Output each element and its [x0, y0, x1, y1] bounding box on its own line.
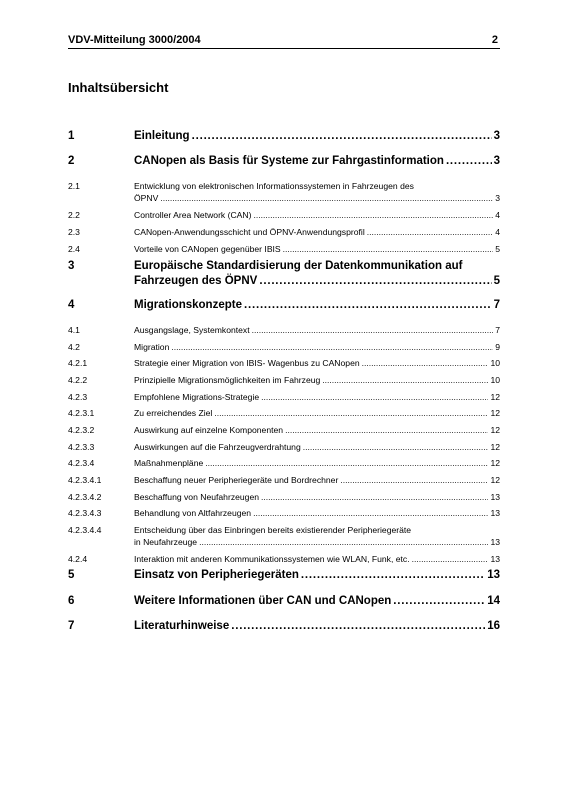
- toc-entry-title: Strategie einer Migration von IBIS- Wagenbus zu CANopen: [134, 358, 360, 368]
- toc-entry-page: 12: [490, 442, 500, 452]
- toc-entry-number: 1: [68, 130, 75, 142]
- toc-entry-number: 4.2.3.4.2: [68, 492, 102, 502]
- toc-entry-title: Beschaffung von Neufahrzeugen: [134, 492, 260, 502]
- dot-leader: [259, 274, 491, 289]
- dot-leader: [253, 507, 488, 519]
- toc-entry-number: 4.2.3.2: [68, 425, 95, 435]
- toc-entry-page: 12: [490, 408, 500, 418]
- page-header: [68, 34, 500, 49]
- toc-entry-number: 4.2.3.4.1: [68, 475, 102, 485]
- toc-entry-page: 14: [487, 595, 500, 607]
- toc-entry-title: Literaturhinweise: [134, 620, 230, 632]
- toc-entry-number: 4: [68, 299, 75, 311]
- toc-entry-page: 16: [487, 620, 500, 632]
- toc-entry-number: 7: [68, 620, 75, 632]
- toc-entry-number: 2.4: [68, 244, 80, 254]
- toc-entry-page: 3: [495, 193, 500, 203]
- dot-leader: [301, 568, 485, 583]
- toc-entry-title: Controller Area Network (CAN): [134, 210, 252, 220]
- toc-entry-number: 4.2.4: [68, 554, 88, 564]
- toc-entry-title: Entscheidung über das Einbringen bereits existierender Peripheriegeräte: [134, 525, 412, 535]
- dot-leader: [171, 341, 493, 353]
- dot-leader: [160, 192, 493, 204]
- toc-entry-number: 4.2.3.4: [68, 458, 95, 468]
- dot-leader: [244, 298, 492, 313]
- toc-entry-title: Ausgangslage, Systemkontext: [134, 325, 250, 335]
- toc-entry-title-continued: in Neufahrzeuge: [134, 537, 198, 547]
- toc-entry-title: Maßnahmenpläne: [134, 458, 204, 468]
- toc-entry-number: 4.2.3.4.3: [68, 508, 102, 518]
- toc-entry-page: 3: [493, 130, 500, 142]
- toc-entry-title: Einsatz von Peripheriegeräten: [134, 569, 299, 581]
- dot-leader: [199, 536, 488, 548]
- toc-entry-title-continued: ÖPNV: [134, 193, 159, 203]
- dot-leader: [303, 441, 489, 453]
- toc-entry-title: CANopen-Anwendungsschicht und ÖPNV-Anwendungsprofil: [134, 227, 365, 237]
- toc-entry-number: 4.2: [68, 342, 80, 352]
- toc-entry-page: 13: [490, 492, 500, 502]
- document-title: VDV-Mitteilung 3000/2004: [68, 34, 201, 46]
- toc-entry-page: 9: [495, 342, 500, 352]
- toc-entry-title: Zu erreichendes Ziel: [134, 408, 213, 418]
- toc-entry-title: Entwicklung von elektronischen Informationssystemen in Fahrzeugen des: [134, 181, 414, 191]
- toc-entry-page: 5: [493, 275, 500, 287]
- dot-leader: [322, 374, 488, 386]
- toc-entry-page: 4: [495, 210, 500, 220]
- toc-entry-title: Vorteile von CANopen gegenüber IBIS: [134, 244, 281, 254]
- toc-entry-title: Weitere Informationen über CAN und CANopen: [134, 595, 392, 607]
- dot-leader: [231, 619, 485, 634]
- toc-entry-title: Beschaffung neuer Peripheriegeräte und Bordrechner: [134, 475, 339, 485]
- toc-entry-number: 4.2.3.1: [68, 408, 95, 418]
- toc-entry-number: 4.2.3.4.4: [68, 525, 102, 535]
- toc-entry-title: Empfohlene Migrations-Strategie: [134, 392, 260, 402]
- toc-entry-page: 13: [490, 537, 500, 547]
- page-number: 2: [491, 34, 498, 46]
- toc-entry-title: Migrationskonzepte: [134, 299, 242, 311]
- dot-leader: [252, 324, 494, 336]
- toc-entry-page: 7: [495, 325, 500, 335]
- toc-entry-page: 12: [490, 458, 500, 468]
- toc-entry-page: 13: [490, 508, 500, 518]
- toc-entry-page: 4: [495, 227, 500, 237]
- toc-entry-title: Prinzipielle Migrationsmöglichkeiten im Fahrzeug: [134, 375, 321, 385]
- dot-leader: [285, 424, 488, 436]
- toc-entry-number: 4.1: [68, 325, 80, 335]
- toc-entry-title: Europäische Standardisierung der Datenkommunikation auf: [134, 260, 463, 272]
- toc-entry-title: Einleitung: [134, 130, 190, 142]
- toc-entry-number: 4.2.3.3: [68, 442, 95, 452]
- dot-leader: [367, 226, 493, 238]
- toc-entry-page: 3: [493, 155, 500, 167]
- toc-entry-page: 7: [493, 299, 500, 311]
- dot-leader: [362, 357, 489, 369]
- dot-leader: [340, 474, 488, 486]
- toc-entry-title-continued: Fahrzeugen des ÖPNV: [134, 275, 258, 287]
- toc-entry-number: 2.1: [68, 181, 80, 191]
- toc-entry-number: 3: [68, 260, 75, 272]
- toc-entry-title: Auswirkung auf einzelne Komponenten: [134, 425, 284, 435]
- toc-entry-page: 12: [490, 475, 500, 485]
- toc-entry-page: 10: [490, 375, 500, 385]
- dot-leader: [412, 553, 489, 565]
- toc-entry-title: Auswirkungen auf die Fahrzeugverdrahtung: [134, 442, 301, 452]
- toc-entry-number: 4.2.2: [68, 375, 88, 385]
- toc-entry-number: 6: [68, 595, 75, 607]
- toc-entry-title: CANopen als Basis für Systeme zur Fahrgastinformation: [134, 155, 444, 167]
- toc-entry-number: 4.2.3: [68, 392, 88, 402]
- toc-entry-page: 13: [487, 569, 500, 581]
- dot-leader: [192, 129, 492, 144]
- toc-entry-number: 5: [68, 569, 75, 581]
- dot-leader: [261, 391, 488, 403]
- dot-leader: [446, 154, 492, 169]
- dot-leader: [261, 491, 488, 503]
- toc-entry-page: 12: [490, 392, 500, 402]
- dot-leader: [283, 243, 494, 255]
- toc-entry-title: Behandlung von Altfahrzeugen: [134, 508, 252, 518]
- toc-entry-page: 13: [490, 554, 500, 564]
- toc-entry-page: 5: [495, 244, 500, 254]
- toc-entry-page: 12: [490, 425, 500, 435]
- toc-entry-title: Migration: [134, 342, 170, 352]
- dot-leader: [214, 407, 488, 419]
- toc-entry-number: 4.2.1: [68, 358, 88, 368]
- toc-entry-title: Interaktion mit anderen Kommunikationssystemen wie WLAN, Funk, etc.: [134, 554, 410, 564]
- dot-leader: [205, 457, 488, 469]
- toc-entry-number: 2.2: [68, 210, 80, 220]
- dot-leader: [253, 209, 493, 221]
- toc-entry-page: 10: [490, 358, 500, 368]
- toc-title: Inhaltsübersicht: [68, 80, 169, 95]
- dot-leader: [393, 594, 485, 609]
- toc-entry-number: 2.3: [68, 227, 80, 237]
- toc-entry-number: 2: [68, 155, 75, 167]
